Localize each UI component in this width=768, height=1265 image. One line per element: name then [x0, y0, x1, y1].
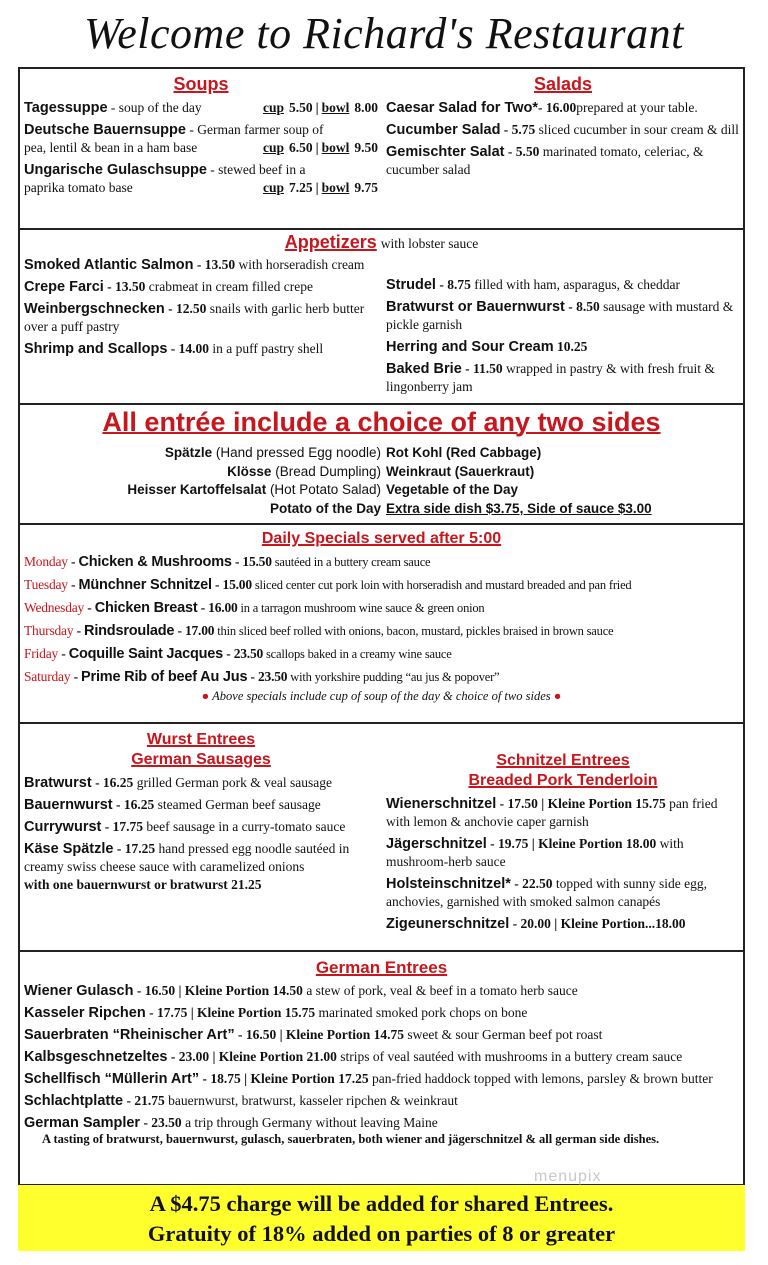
item-name: Jägerschnitzel	[386, 836, 487, 852]
item-name: Cucumber Salad	[386, 122, 501, 138]
menu-item	[386, 298, 740, 334]
specials-list	[20, 553, 743, 686]
side-note: (Hand pressed Egg noodle)	[212, 445, 381, 460]
special-price: - 16.00	[197, 600, 238, 615]
item-description: filled with ham, asparagus, & cheddar	[470, 277, 681, 292]
side-right: Weinkraut (Sauerkraut)	[386, 463, 535, 479]
item-price: - 23.00 | Kleine Portion 21.00	[167, 1049, 337, 1064]
item-extra: with one bauernwurst or bratwurst 21.25	[24, 877, 262, 892]
special-item	[24, 645, 739, 663]
special-day: Thursday	[24, 623, 74, 638]
item-price: - 17.25	[113, 841, 156, 856]
side-name: Heisser Kartoffelsalat	[127, 482, 267, 497]
item-name: Sauerbraten “Rheinischer Art”	[24, 1027, 235, 1043]
side-left	[20, 481, 386, 500]
item-name: Holsteinschnitzel*	[386, 876, 511, 892]
soup-description-2: paprika tomato base	[24, 180, 133, 195]
menu-item	[386, 360, 740, 396]
soup-prices	[263, 99, 378, 117]
soup-description: - stewed beef in a	[206, 162, 306, 177]
menu-item	[386, 915, 740, 933]
cup-price: 5.50	[289, 100, 313, 115]
item-description: with horseradish cream	[235, 257, 365, 272]
item-name: Crepe Farci	[24, 279, 104, 295]
daily-specials-section	[18, 523, 745, 723]
item-description: pan fried with lemon & anchovie caper garnish	[386, 796, 718, 829]
side-right: Rot Kohl (Red Cabbage)	[386, 445, 542, 460]
soups-heading: Soups	[173, 74, 229, 94]
special-price: - 15.50	[231, 554, 272, 569]
menu-item	[24, 1070, 739, 1088]
menu-item	[386, 143, 740, 179]
item-price: - 17.75 | Kleine Portion 15.75	[145, 1005, 316, 1020]
special-name: Prime Rib of beef Au Jus	[81, 669, 248, 685]
special-item	[24, 553, 739, 571]
item-price: - 16.50 | Kleine Portion 14.50	[133, 983, 303, 998]
item-description: crabmeat in cream filled crepe	[145, 279, 313, 294]
german-entrees-section	[18, 950, 745, 1186]
menu-item	[24, 982, 739, 1000]
soups-salads-section	[18, 67, 745, 229]
item-name: Smoked Atlantic Salmon	[24, 257, 194, 273]
item-name: Schlachtplatte	[24, 1093, 124, 1109]
soup-name: Deutsche Bauernsuppe	[24, 122, 186, 138]
special-day: Saturday	[24, 669, 71, 684]
item-name: Weinbergschnecken	[24, 301, 165, 317]
item-price: - 8.75	[435, 277, 471, 292]
item-name: Schellfisch “Müllerin Art”	[24, 1071, 200, 1087]
wurst-list	[24, 774, 378, 894]
bowl-price: 8.00	[354, 100, 378, 115]
special-description: scallops baked in a creamy wine sauce	[263, 647, 452, 661]
item-price: - 14.00	[167, 341, 210, 356]
side-left	[20, 463, 386, 482]
menu-item	[24, 1026, 739, 1044]
special-price: - 17.00	[174, 623, 215, 638]
watermark: menupix	[534, 1168, 602, 1185]
menu-item	[386, 795, 740, 831]
soup-line-2	[24, 139, 378, 157]
item-description: snails with garlic herb butter over a puff pastry	[24, 301, 365, 334]
item-price: - 5.50	[504, 144, 540, 159]
item-description: grilled German pork & veal sausage	[133, 775, 332, 790]
schnitzel-list	[386, 795, 740, 933]
item-price: - 12.50	[164, 301, 207, 316]
soup-line-1	[24, 121, 378, 139]
soup-description: - soup of the day	[107, 100, 202, 115]
footer-line-2: Gratuity of 18% added on parties of 8 or greater	[147, 1221, 616, 1246]
appetizers-right-list	[382, 272, 744, 396]
soup-name: Tagessuppe	[24, 100, 108, 116]
side-left	[20, 444, 386, 463]
item-price: - 16.25	[91, 775, 134, 790]
item-price: - 13.50	[193, 257, 236, 272]
item-name: Bratwurst or Bauernwurst	[386, 299, 565, 315]
bowl-price: 9.75	[354, 180, 378, 195]
sides-section	[18, 403, 745, 524]
item-price: - 16.00	[538, 100, 577, 115]
page-title: Welcome to Richard's Restaurant	[84, 9, 684, 58]
salads-list	[386, 99, 740, 179]
item-description: sausage with mustard & pickle garnish	[386, 299, 734, 332]
cup-price: 6.50	[289, 140, 313, 155]
item-name: Gemischter Salat	[386, 144, 505, 160]
cup-label: cup	[262, 100, 284, 115]
cup-label: cup	[262, 140, 284, 155]
item-name: Currywurst	[24, 819, 102, 835]
item-name: Caesar Salad for Two*	[386, 100, 539, 116]
item-name: Bratwurst	[24, 775, 92, 791]
item-name: German Sampler	[24, 1115, 141, 1131]
special-description: in a tarragon mushroom wine sauce & green onion	[237, 601, 485, 615]
soup-prices	[263, 179, 378, 197]
footer-line-1: A $4.75 charge will be added for shared Entrees.	[149, 1191, 614, 1216]
special-description: sliced center cut pork loin with horseradish and mustard breaded and pan fried	[251, 578, 632, 592]
side-right: Vegetable of the Day	[386, 482, 519, 497]
side-row	[20, 463, 743, 482]
special-item	[24, 576, 739, 594]
sides-heading: All entrée include a choice of any two sides	[102, 407, 661, 437]
item-description: marinated smoked pork chops on bone	[315, 1005, 528, 1020]
item-description: hand pressed egg noodle sautéed in creamy swiss cheese sauce with caramelized onions	[24, 841, 350, 874]
item-name: Wienerschnitzel	[386, 796, 497, 812]
separator: -	[58, 646, 69, 661]
side-name: Potato of the Day	[269, 500, 381, 516]
item-description: bauernwurst, bratwurst, kasseler ripchen & weinkraut	[164, 1093, 458, 1108]
menu-item	[386, 835, 740, 871]
schnitzel-heading: Schnitzel Entrees	[496, 752, 630, 769]
separator: -	[67, 554, 79, 569]
item-description: in a puff pastry shell	[209, 341, 324, 356]
menu-item	[24, 1048, 739, 1066]
salads-heading: Salads	[533, 74, 593, 94]
soup-prices	[263, 139, 378, 157]
german-list	[20, 982, 743, 1132]
bowl-price: 9.50	[354, 140, 378, 155]
item-description: topped with sunny side egg, anchovies, garnished with smoked salmon canapés	[386, 876, 708, 909]
item-name: Strudel	[386, 277, 436, 293]
wurst-heading: Wurst Entrees	[146, 731, 256, 748]
item-description: with mushroom-herb sauce	[386, 836, 684, 869]
footer-notice	[18, 1185, 745, 1251]
item-price: - 19.75 | Kleine Portion 18.00	[486, 836, 657, 851]
special-price: - 15.00	[211, 577, 252, 592]
appetizers-subheading: with lobster sauce	[380, 236, 479, 251]
special-price: - 23.50	[223, 646, 264, 661]
item-name: Kasseler Ripchen	[24, 1005, 146, 1021]
side-name: Spätzle	[164, 445, 213, 460]
item-description: marinated tomato, celeriac, & cucumber salad	[386, 144, 704, 177]
side-row	[20, 444, 743, 463]
menu-item	[24, 256, 378, 274]
special-description: with yorkshire pudding “au jus & popover”	[287, 670, 500, 684]
separator: -	[84, 600, 95, 615]
menu-item	[24, 340, 378, 358]
menu-item	[24, 300, 378, 336]
bowl-label: bowl	[321, 180, 350, 195]
special-price: - 23.50	[247, 669, 288, 684]
special-day: Tuesday	[24, 577, 68, 592]
item-price: 10.25	[553, 339, 588, 354]
menu-item	[386, 99, 740, 117]
menu-item	[24, 818, 378, 836]
item-name: Wiener Gulasch	[24, 983, 134, 999]
item-description: prepared at your table.	[576, 100, 698, 115]
soup-line-1	[24, 99, 378, 117]
menu-item	[24, 840, 378, 894]
schnitzel-subheading: Breaded Pork Tenderloin	[468, 772, 658, 789]
menu-item	[24, 1004, 739, 1022]
soup-line-1	[24, 161, 378, 179]
appetizers-section	[18, 228, 745, 404]
item-price: - 17.50 | Kleine Portion 15.75	[496, 796, 666, 811]
soup-description: - German farmer soup of	[185, 122, 324, 137]
item-name: Shrimp and Scallops	[24, 341, 168, 357]
item-price: - 13.50	[103, 279, 146, 294]
separator: -	[67, 577, 79, 592]
special-name: Chicken Breast	[94, 600, 198, 616]
item-price: - 16.50 | Kleine Portion 14.75	[234, 1027, 405, 1042]
menu-item	[386, 875, 740, 911]
special-item	[24, 599, 739, 617]
special-name: Münchner Schnitzel	[78, 577, 212, 593]
item-description: a trip through Germany without leaving Maine	[181, 1115, 438, 1130]
soup-description-2: pea, lentil & bean in a ham base	[24, 140, 198, 155]
menu-item	[24, 774, 378, 792]
side-left	[20, 500, 386, 519]
item-price: - 20.00 | Kleine Portion...18.00	[509, 916, 686, 931]
german-heading: German Entrees	[315, 958, 448, 977]
special-day: Wednesday	[24, 600, 85, 615]
item-description: beef sausage in a curry-tomato sauce	[142, 819, 346, 834]
special-item	[24, 668, 739, 686]
item-name: Kalbsgeschnetzeltes	[24, 1049, 168, 1065]
menu-item	[386, 338, 740, 356]
special-name: Rindsroulade	[84, 623, 175, 639]
appetizers-left-list	[20, 252, 382, 358]
bowl-label: bowl	[321, 140, 350, 155]
item-price: - 11.50	[461, 361, 503, 376]
special-name: Chicken & Mushrooms	[78, 554, 232, 570]
soup-line-2	[24, 179, 378, 197]
item-price: - 18.75 | Kleine Portion 17.25	[199, 1071, 369, 1086]
german-note: A tasting of bratwurst, bauernwurst, gulasch, sauerbraten, both wiener and jägerschnitzel & all german side dishes.	[42, 1132, 660, 1146]
item-description: pan-fried haddock topped with lemons, parsley & brown butter	[368, 1071, 713, 1086]
bullet-icon: ●	[553, 689, 562, 703]
wurst-subheading: German Sausages	[131, 751, 271, 768]
side-note: (Bread Dumpling)	[271, 463, 381, 479]
side-row	[20, 481, 743, 500]
special-day: Friday	[24, 646, 59, 661]
soup-item	[24, 99, 378, 117]
cup-price: 7.25	[289, 180, 313, 195]
soup-name: Ungarische Gulaschsuppe	[24, 162, 207, 178]
item-price: - 21.75	[123, 1093, 165, 1108]
separator: -	[73, 623, 85, 638]
bullet-icon: ●	[201, 689, 210, 703]
item-description: strips of veal sautéed with mushrooms in a buttery cream sauce	[336, 1049, 683, 1064]
soup-item	[24, 161, 378, 197]
menu-item	[24, 278, 378, 296]
menu-item	[386, 276, 740, 294]
item-price: - 22.50	[510, 876, 553, 891]
item-name: Baked Brie	[386, 361, 462, 377]
item-name: Bauernwurst	[24, 797, 113, 813]
item-price: - 5.75	[500, 122, 536, 137]
menu-item	[24, 796, 378, 814]
item-description: a stew of pork, veal & beef in a tomato herb sauce	[302, 983, 578, 998]
item-description: sweet & sour German beef pot roast	[404, 1027, 603, 1042]
side-right: Extra side dish $3.75, Side of sauce $3.00	[386, 500, 652, 516]
special-item	[24, 622, 739, 640]
menu-item	[24, 1114, 739, 1132]
item-description: steamed German beef sausage	[154, 797, 321, 812]
separator: -	[70, 669, 82, 684]
item-price: - 8.50	[564, 299, 600, 314]
item-price: - 16.25	[112, 797, 155, 812]
special-description: thin sliced beef rolled with onions, bacon, mustard, pickles braised in brown sauce	[214, 624, 614, 638]
soup-item	[24, 121, 378, 157]
item-name: Zigeunerschnitzel	[386, 916, 510, 932]
price-divider: |	[315, 100, 319, 115]
item-description: wrapped in pastry & with fresh fruit & lingonberry jam	[386, 361, 715, 394]
bowl-label: bowl	[321, 100, 350, 115]
specials-note-row	[20, 689, 743, 704]
soups-list	[24, 99, 378, 197]
item-name: Käse Spätzle	[24, 841, 114, 857]
special-name: Coquille Saint Jacques	[68, 646, 224, 662]
price-divider: |	[315, 180, 319, 195]
item-description: sliced cucumber in sour cream & dill	[535, 122, 739, 137]
menu-item	[386, 121, 740, 139]
menu-item	[24, 1092, 739, 1110]
item-name: Herring and Sour Cream	[386, 339, 554, 355]
side-name: Klösse	[227, 463, 272, 479]
appetizers-heading: Appetizers	[284, 232, 377, 252]
sides-list	[20, 444, 743, 518]
side-note: (Hot Potato Salad)	[266, 482, 381, 497]
wurst-schnitzel-section	[18, 722, 745, 951]
item-price: - 23.50	[140, 1115, 182, 1130]
special-description: sautéed in a buttery cream sauce	[271, 555, 431, 569]
specials-note: Above specials include cup of soup of the day & choice of two sides	[212, 689, 551, 703]
cup-label: cup	[262, 180, 284, 195]
special-day: Monday	[24, 554, 68, 569]
side-row	[20, 500, 743, 519]
item-price: - 17.75	[101, 819, 143, 834]
specials-heading: Daily Specials served after 5:00	[261, 530, 502, 547]
price-divider: |	[315, 140, 319, 155]
